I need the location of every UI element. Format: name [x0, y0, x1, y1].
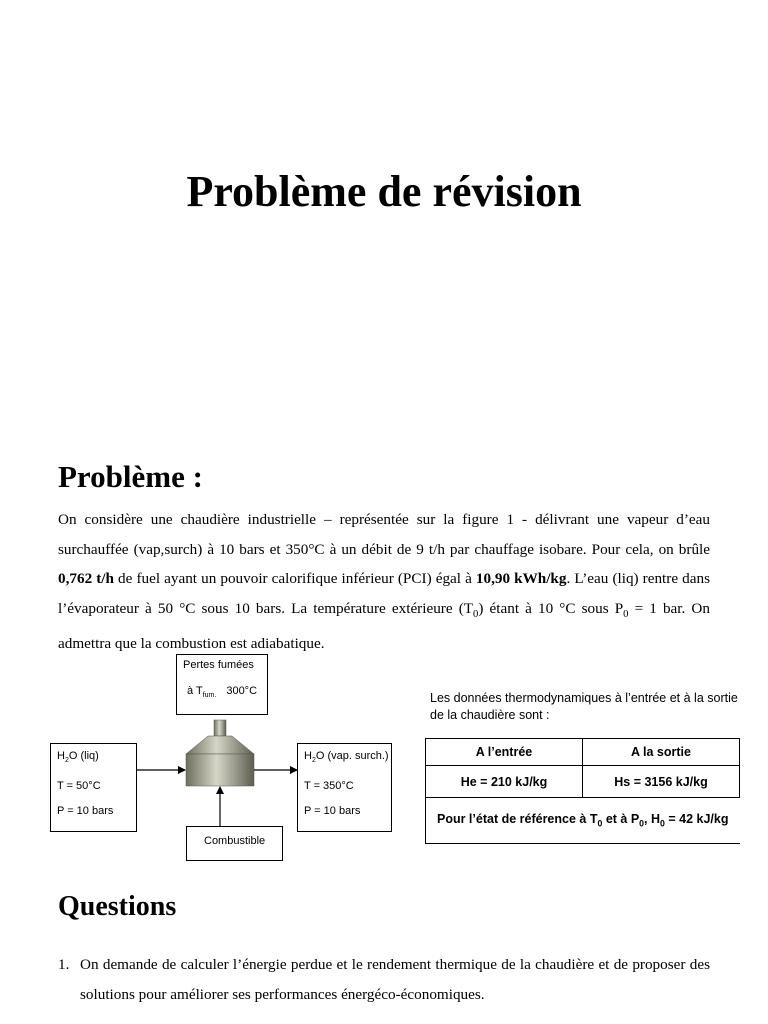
table-row — [426, 766, 740, 798]
fuel-rate-value: 0,762 t/h — [58, 570, 114, 587]
question-number: 1. — [58, 956, 70, 973]
pci-value: 10,90 kWh/kg — [475, 570, 567, 587]
value-he: He = 210 kJ/kg — [426, 766, 583, 798]
section-heading-questions: Questions — [58, 891, 177, 922]
flue-loss-box: Pertes fumées à $T_{fum.}$ 300°C — [176, 654, 268, 715]
thermo-data-table — [425, 738, 740, 844]
table-row — [426, 798, 740, 844]
question-text: On demande de calculer l’énergie perdue et le rendement thermique de la chaudière et de proposer des solutions pour améliorer ses performances énergéco-économiques. — [80, 956, 710, 1003]
list-item — [58, 950, 710, 1010]
questions-list — [58, 950, 710, 1010]
water-inlet-box: $H_2O$ (liq) T = 50°C P = 10 bars — [50, 743, 137, 832]
problem-paragraph: On considère une chaudière industrielle – représentée sur la figure 1 - délivrant une vapeur d’eau surchauffée (vap,surch) à 10 bars et 350°C à un débit de 9 t/h par chauffage isobare. Pour cela, on brûle 0,762 t/h de fuel ayant un pouvoir calorifique inférieur (PCI) égal à 10,90 kWh/kg. L’eau (liq) rentre dans l’évaporateur à 50 °C sous 10 bars. La température extérieure $(T_0)$ étant à 10 °C sous $P_0 = 1$ bar. On admettra que la combustion est adiabatique. — [58, 511, 710, 653]
table-caption: Les données thermodynamiques à l’entrée et à la sortie de la chaudière sont : — [430, 691, 738, 722]
header-entree: A l’entrée — [426, 739, 583, 766]
boiler-top-cone — [186, 736, 254, 754]
fuel-box: Combustible — [186, 826, 283, 861]
boiler-chimney — [214, 720, 226, 736]
header-sortie: A la sortie — [583, 739, 740, 766]
value-hs: Hs = 3156 kJ/kg — [583, 766, 740, 798]
section-heading-probleme: Problème : — [58, 459, 203, 494]
reference-state-cell: Pour l’état de référence à $T_0$ et à $P_0$, $H_0 = 42$ kJ/kg — [426, 798, 740, 844]
table-header-row — [426, 739, 740, 766]
boiler-body — [186, 754, 254, 786]
page-title: Problème de révision — [186, 167, 582, 216]
steam-outlet-box: $H_2O$ (vap. surch.) T = 350°C P = 10 bars — [297, 743, 392, 832]
